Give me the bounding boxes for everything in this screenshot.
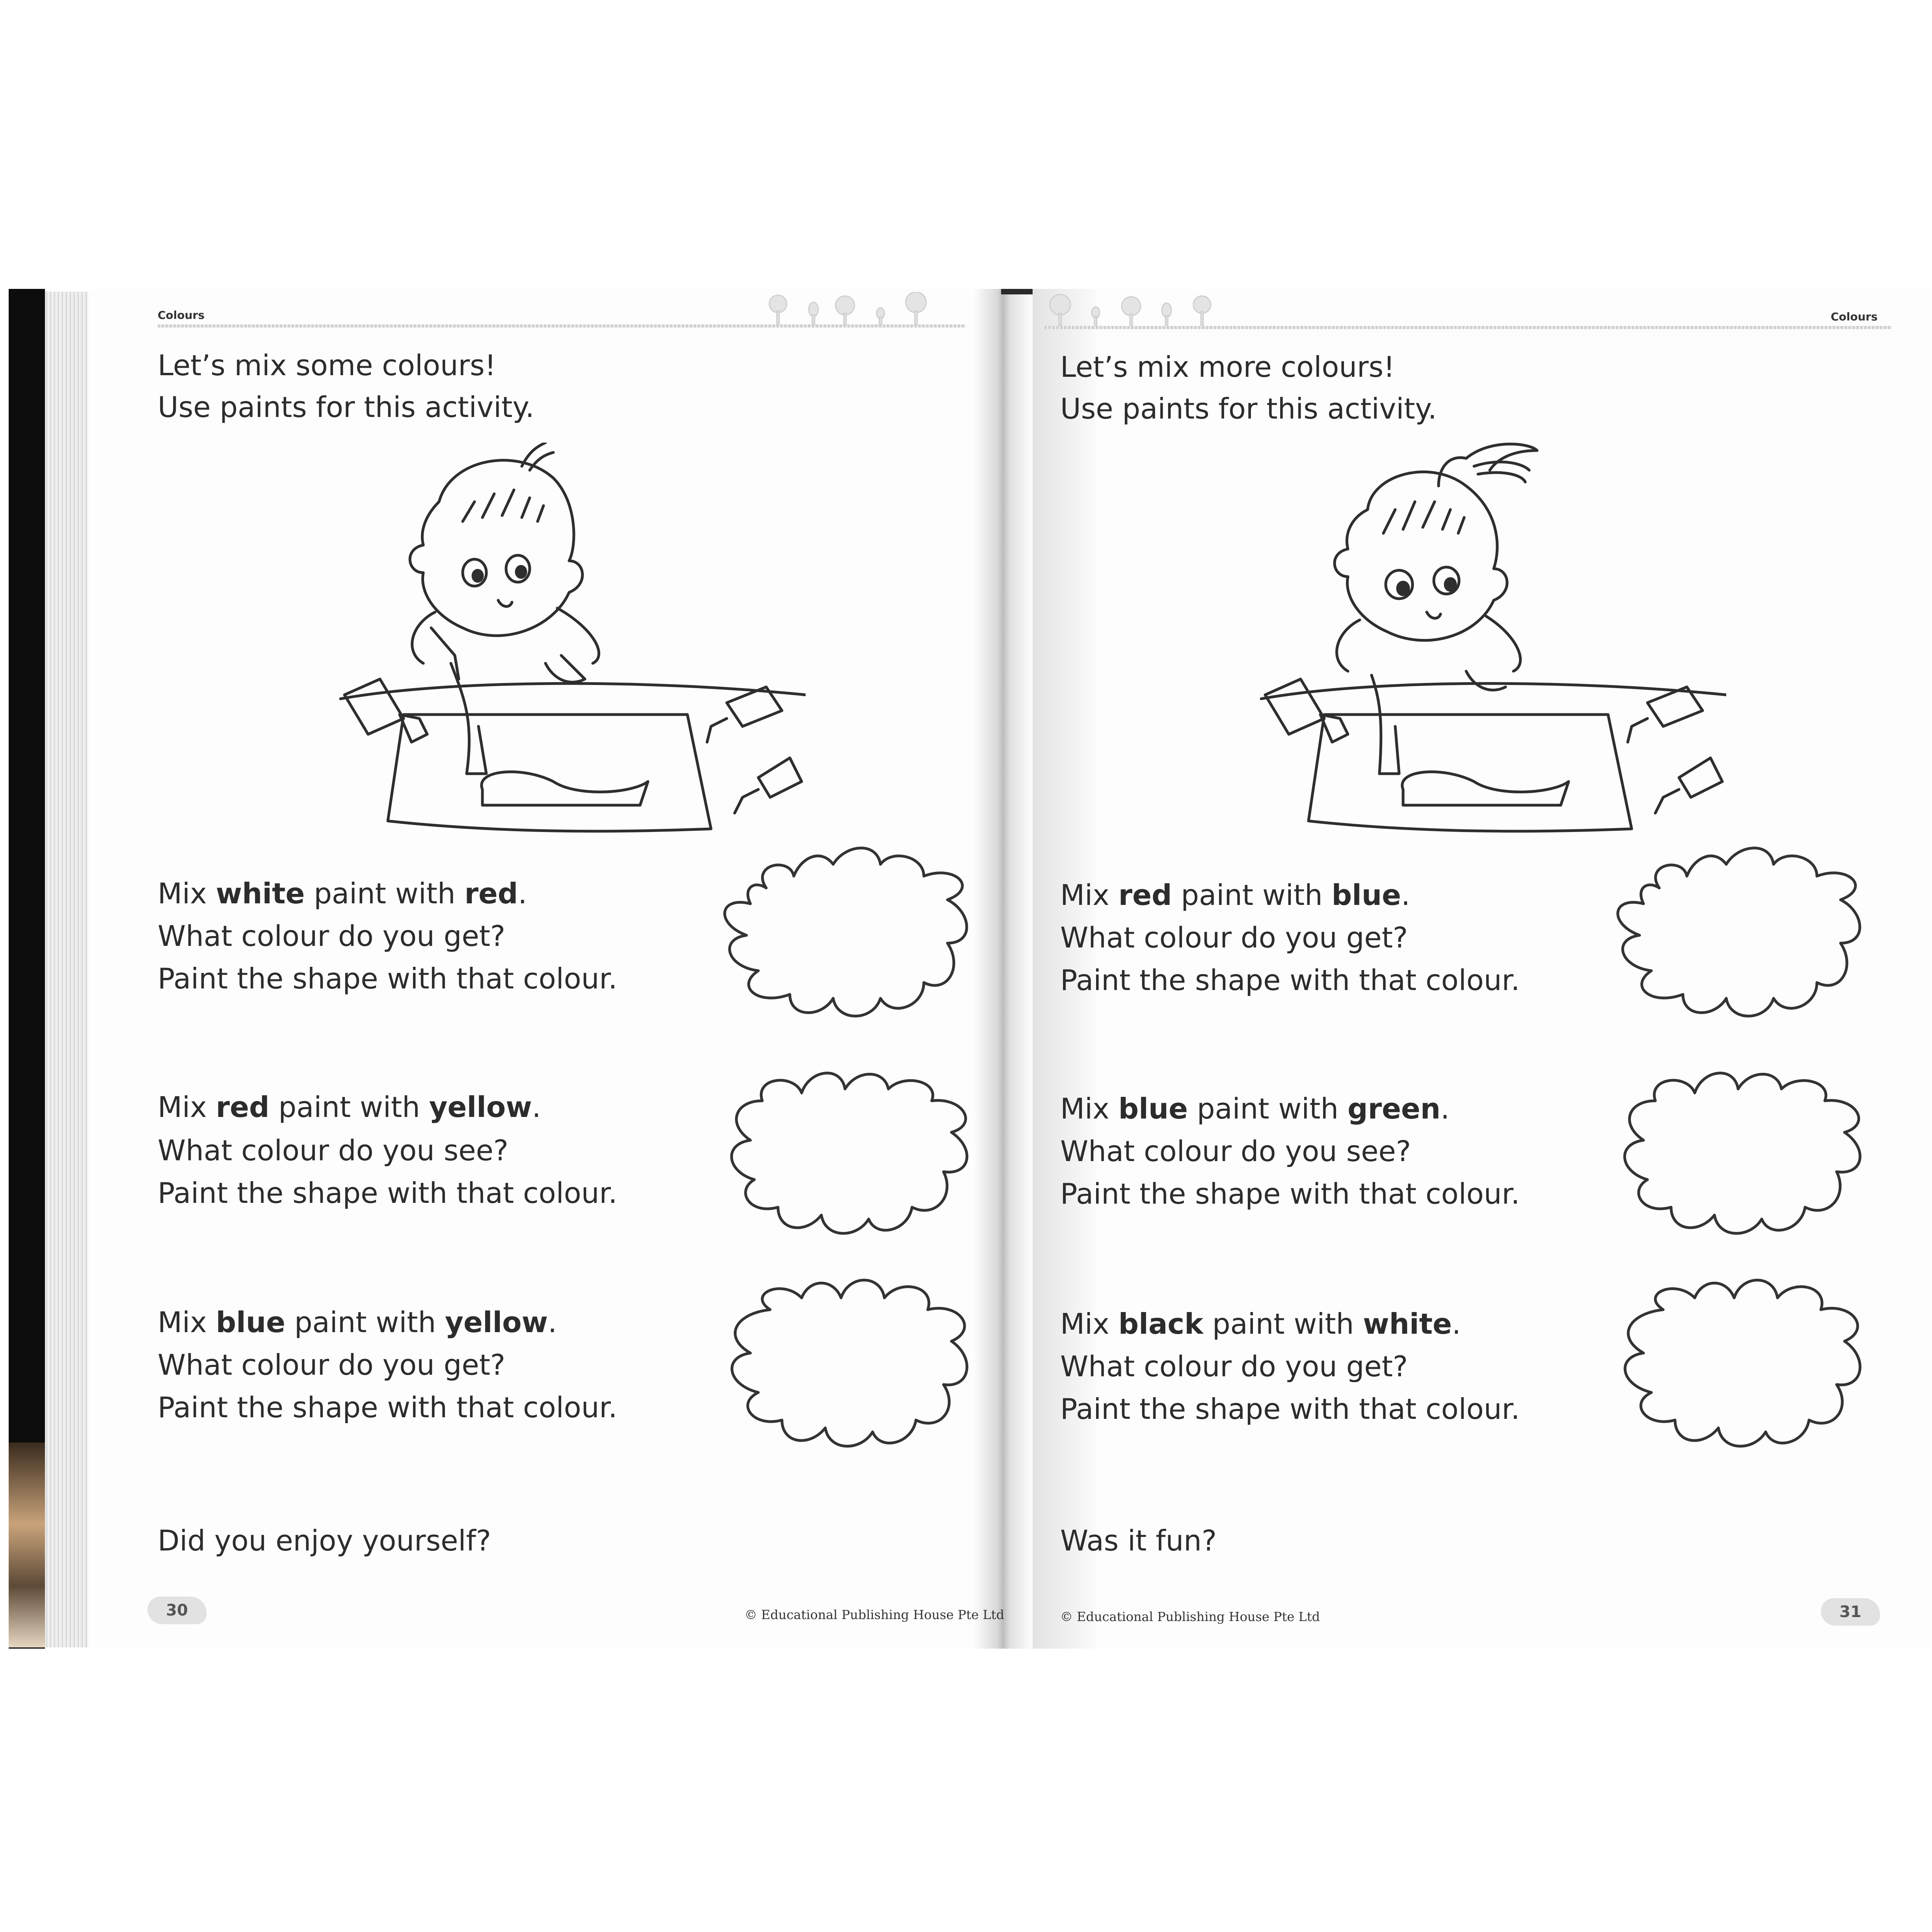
boy-painting-illustration bbox=[333, 443, 806, 845]
intro-line-1: Let’s mix more colours! bbox=[1060, 350, 1395, 383]
activity-3-line-3: Paint the shape with that colour. bbox=[158, 1391, 618, 1424]
activity-3-line-1: Mix black paint with white. bbox=[1060, 1307, 1461, 1340]
page-edges-tint bbox=[9, 1442, 45, 1647]
activity-1-line-3: Paint the shape with that colour. bbox=[158, 962, 618, 995]
activity-1-line-2: What colour do you get? bbox=[1060, 921, 1408, 954]
girl-painting-illustration bbox=[1253, 443, 1726, 845]
running-head: Colours bbox=[158, 309, 205, 322]
intro-line-2: Use paints for this activity. bbox=[1060, 392, 1437, 425]
activity-2-line-1: Mix red paint with yellow. bbox=[158, 1091, 541, 1124]
left-page bbox=[88, 289, 1005, 1649]
book-gutter bbox=[973, 289, 1033, 1649]
paint-splash-shape-3[interactable] bbox=[703, 1270, 979, 1459]
activity-3-line-2: What colour do you get? bbox=[1060, 1350, 1408, 1383]
trees-decoration bbox=[1044, 293, 1249, 328]
closing-question: Was it fun? bbox=[1060, 1524, 1217, 1557]
paint-splash-shape-2[interactable] bbox=[703, 1057, 979, 1247]
copyright-notice: © Educational Publishing House Pte Ltd bbox=[745, 1607, 1005, 1622]
page-number: 30 bbox=[147, 1597, 207, 1624]
activity-1-line-1: Mix white paint with red. bbox=[158, 877, 527, 910]
intro-line-2: Use paints for this activity. bbox=[158, 391, 534, 424]
activity-1-line-1: Mix red paint with blue. bbox=[1060, 879, 1410, 912]
activity-3-line-2: What colour do you get? bbox=[158, 1348, 506, 1381]
activity-2-line-3: Paint the shape with that colour. bbox=[1060, 1177, 1520, 1210]
gutter-top-dark bbox=[1001, 289, 1033, 294]
activity-1-line-2: What colour do you get? bbox=[158, 919, 506, 953]
activity-3-line-3: Paint the shape with that colour. bbox=[1060, 1392, 1520, 1426]
paint-splash-shape-1[interactable] bbox=[703, 841, 979, 1030]
paint-splash-shape-2[interactable] bbox=[1596, 1057, 1872, 1247]
activity-2-line-2: What colour do you see? bbox=[158, 1134, 509, 1167]
closing-question: Did you enjoy yourself? bbox=[158, 1524, 491, 1557]
activity-2-line-3: Paint the shape with that colour. bbox=[158, 1176, 618, 1210]
paint-splash-shape-1[interactable] bbox=[1596, 841, 1872, 1030]
copyright-notice: © Educational Publishing House Pte Ltd bbox=[1060, 1609, 1320, 1624]
page-number: 31 bbox=[1821, 1598, 1880, 1626]
page-edges bbox=[45, 292, 88, 1647]
right-page bbox=[1033, 289, 1931, 1649]
trees-decoration bbox=[766, 292, 963, 328]
intro-line-1: Let’s mix some colours! bbox=[158, 349, 496, 382]
running-head: Colours bbox=[1831, 310, 1878, 323]
activity-2-line-2: What colour do you see? bbox=[1060, 1135, 1411, 1168]
activity-3-line-1: Mix blue paint with yellow. bbox=[158, 1306, 557, 1339]
activity-1-line-3: Paint the shape with that colour. bbox=[1060, 964, 1520, 997]
paint-splash-shape-3[interactable] bbox=[1596, 1270, 1872, 1459]
activity-2-line-1: Mix blue paint with green. bbox=[1060, 1092, 1450, 1125]
